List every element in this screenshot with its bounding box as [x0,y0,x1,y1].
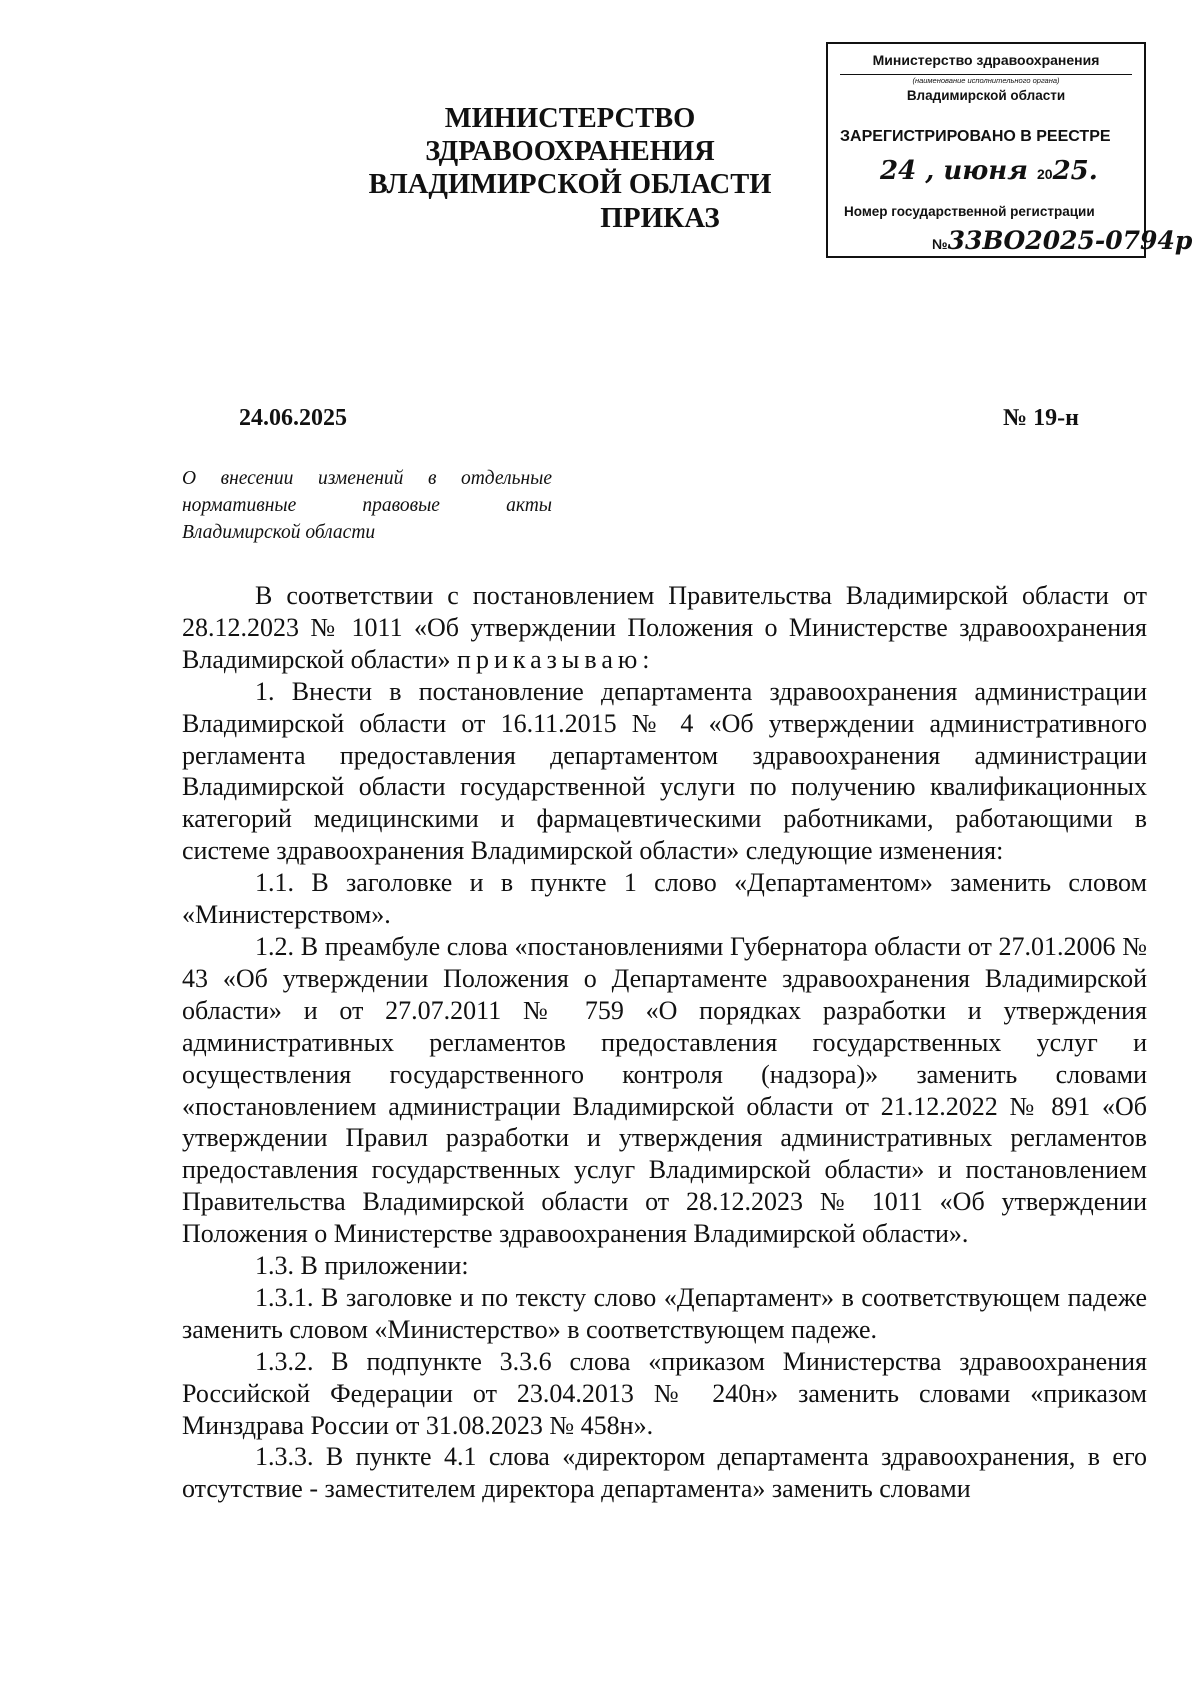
stamp-date-handwritten: 24 , июня [880,156,1028,186]
stamp-registered-label: ЗАРЕГИСТРИРОВАНО В РЕЕСТРЕ [840,128,1111,145]
stamp-region-label: Владимирской области [906,88,1066,103]
paragraph-preamble [182,580,1147,676]
paragraph-1: 1. Внести в постановление департамента здравоохранения администрации Владимирской области от 16.11.2015 № 4 «Об утверждении административного регламента предоставления департаментом здравоохранения администрации Владимирской области государственной услуги по получению квалификационных категорий медицинскими и фармацевтическими работниками, работающими в системе здравоохранения Владимирской области» следующие изменения: [182,676,1147,866]
stamp-divider [840,74,1132,75]
paragraph-1-3-1: 1.3.1. В заголовке и по тексту слово «Департамент» в соответствующем падеже заменить словом «Министерство» в соответствующем падеже. [182,1282,1147,1344]
stamp-year-handwritten: 25. [1052,156,1098,186]
paragraph-1-1: 1.1. В заголовке и в пункте 1 слово «Департаментом» заменить словом «Министерством». [182,868,1147,930]
subject-line3: Владимирской области [182,522,376,543]
stamp-caption: (наименование исполнительного органа) [912,76,1060,85]
stamp-year-prefix: 20 [1037,166,1053,182]
stamp-registration-date [880,156,1098,186]
paragraph-1-3-2: 1.3.2. В подпункте 3.3.6 слова «приказом Министерства здравоохранения Российской Федерации от 23.04.2013 № 240н» заменить словами «приказом Минздрава России от 31.08.2023 № 458н». [182,1346,1147,1440]
order-number: № 19-н [1003,405,1079,431]
paragraph-1-2: 1.2. В преамбуле слова «постановлениями Губернатора области от 27.01.2006 № 43 «Об утверждении Положения о Департаменте здравоохранения Владимирской области» и от 27.07.2011 № 759 «О порядках разработки и утверждения административных регламентов предоставления государственных услуг и осуществления государственного контроля (надзора)» заменить словами «постановлением администрации Владимирской области от 21.12.2022 № 891 «Об утверждении Правил разработки и утверждения административных регламентов предоставления государственных услуг Владимирской области» и постановлением Правительства Владимирской области от 28.12.2023 № 1011 «Об утверждении Положения о Министерстве здравоохранения Владимирской области». [182,931,1147,1249]
order-title: ПРИКАЗ [600,202,720,234]
stamp-regnumber-label: Номер государственной регистрации [844,204,1095,219]
ministry-name-line2: ВЛАДИМИРСКОЙ ОБЛАСТИ [368,169,772,200]
registration-stamp [826,42,1193,258]
preamble-text: В соответствии с постановлением Правительства Владимирской области от 28.12.2023 № 1011 «Об утверждении Положения о Министерстве здравоохранения Владимирской области» [182,581,1147,674]
stamp-number-sign: № [932,236,948,252]
order-date: 24.06.2025 [239,405,347,431]
order-subject [182,465,552,546]
stamp-ministry-label: Министерство здравоохранения [872,52,1100,68]
order-body [182,580,1147,1505]
subject-line2: нормативные правовые акты [182,495,552,516]
stamp-number-handwritten: 33ВО2025-0794р [947,226,1193,255]
subject-line1: О внесении изменений в отдельные [182,468,552,489]
preamble-order-word: приказываю: [457,644,655,674]
ministry-name [330,102,810,201]
paragraph-1-3: 1.3. В приложении: [255,1251,469,1281]
paragraph-1-3-3: 1.3.3. В пункте 4.1 слова «директором департамента здравоохранения, в его отсутствие - заместителем директора департамента» заменить словами [182,1442,1147,1504]
stamp-registration-number [932,226,1192,255]
ministry-name-line1: МИНИСТЕРСТВО ЗДРАВООХРАНЕНИЯ [425,103,715,167]
